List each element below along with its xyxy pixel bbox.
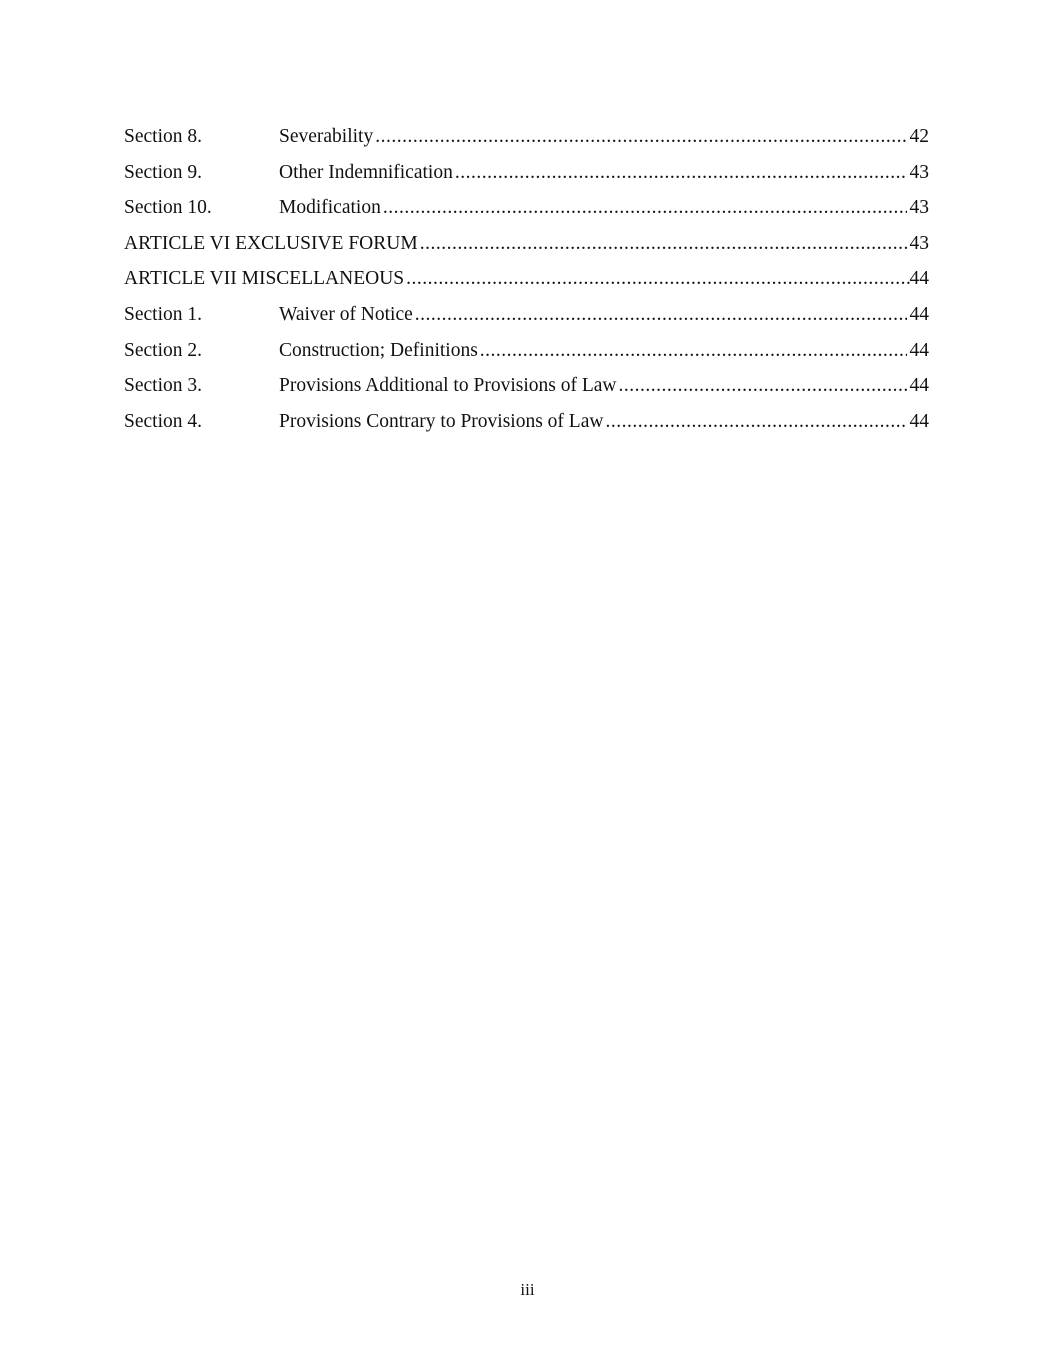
dot-leader: [420, 228, 910, 260]
dot-leader: [375, 121, 906, 153]
dot-leader: [383, 192, 907, 224]
section-number: Section 8.: [124, 126, 202, 147]
page-number: 44: [909, 339, 929, 361]
entry-title: Provisions Contrary to Provisions of Law: [279, 410, 604, 432]
article-title: ARTICLE VI EXCLUSIVE FORUM: [124, 232, 418, 254]
toc-entry[interactable]: [124, 121, 929, 157]
toc-entry[interactable]: [124, 157, 929, 193]
entry-title: Other Indemnification: [279, 161, 453, 183]
toc-entry[interactable]: [124, 192, 929, 228]
entry-title: Construction; Definitions: [279, 339, 478, 361]
table-of-contents: [124, 121, 929, 441]
article-title: ARTICLE VII MISCELLANEOUS: [124, 268, 405, 290]
page-number: 44: [909, 410, 929, 432]
dot-leader: [618, 370, 906, 402]
toc-entry[interactable]: [124, 370, 929, 406]
dot-leader: [406, 263, 909, 295]
toc-article-entry[interactable]: [124, 228, 929, 264]
dot-leader: [480, 335, 907, 367]
page-number: 43: [909, 161, 929, 183]
section-number: Section 1.: [124, 303, 202, 325]
toc-entry[interactable]: [124, 299, 929, 335]
entry-title: Modification: [279, 197, 381, 219]
dot-leader: [605, 406, 906, 438]
page-number: 43: [909, 197, 929, 219]
section-number: Section 4.: [124, 410, 202, 432]
page-number: 44: [909, 375, 929, 397]
page-number: 44: [909, 268, 929, 290]
toc-entry[interactable]: [124, 335, 929, 371]
dot-leader: [455, 157, 907, 189]
toc-article-entry[interactable]: [124, 263, 929, 299]
section-number: Section 2.: [124, 339, 202, 361]
section-number: Section 10.: [124, 197, 212, 219]
entry-title: Severability: [279, 126, 374, 147]
dot-leader: [415, 299, 907, 331]
toc-entry[interactable]: [124, 406, 929, 442]
page-number: 43: [909, 232, 929, 254]
page-number: 42: [909, 126, 929, 147]
section-number: Section 3.: [124, 375, 202, 397]
entry-title: Provisions Additional to Provisions of Law: [279, 375, 617, 397]
entry-title: Waiver of Notice: [279, 303, 413, 325]
section-number: Section 9.: [124, 161, 202, 183]
page-footer-number: iii: [520, 1280, 535, 1299]
page-number: 44: [909, 303, 929, 325]
